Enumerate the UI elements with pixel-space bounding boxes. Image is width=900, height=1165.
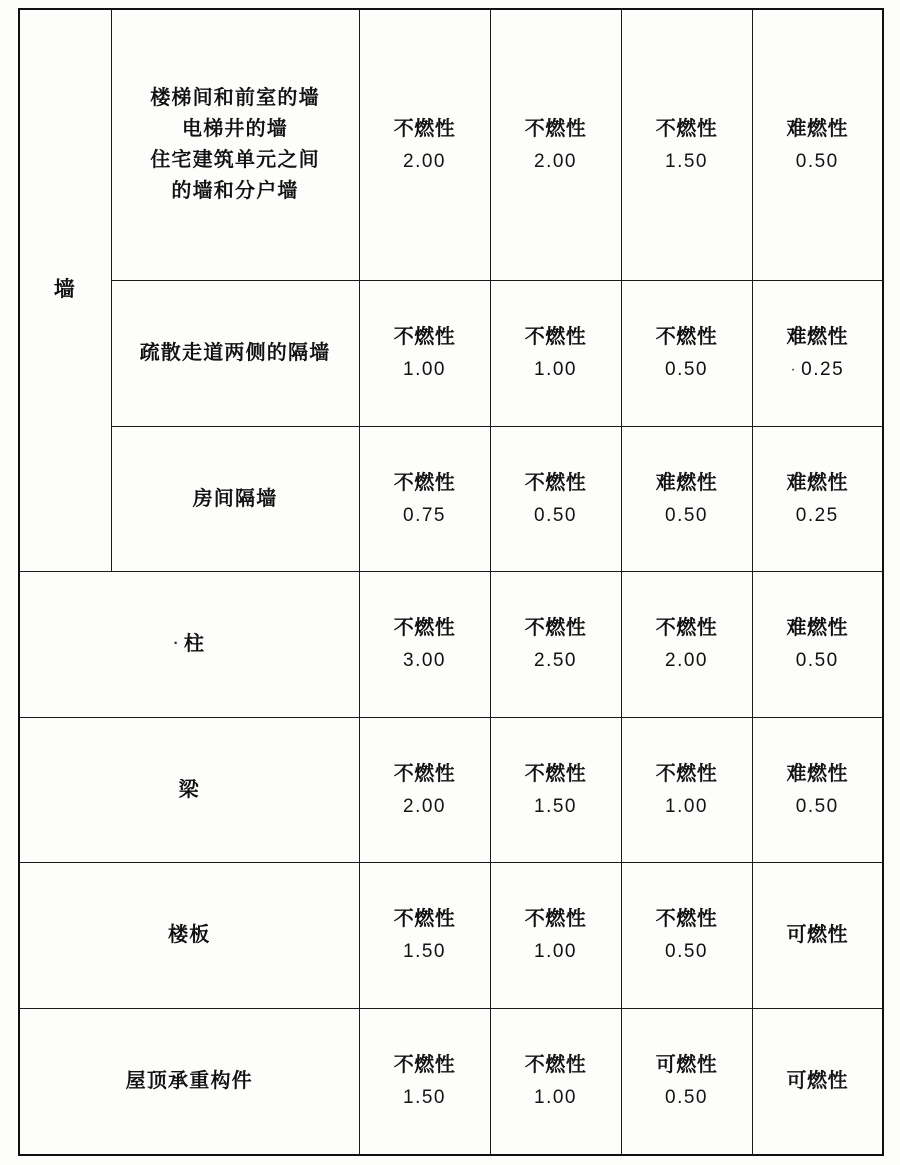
fire-resistance-hours: 0.50: [534, 504, 577, 526]
member-name: [111, 9, 359, 281]
hours-text: 0.25: [801, 359, 845, 381]
value-cell: [621, 281, 752, 427]
combustibility-grade: 可燃性: [655, 1054, 718, 1077]
combustibility-grade: 不燃性: [524, 471, 587, 494]
fire-resistance-hours: 1.00: [403, 359, 446, 381]
fire-resistance-hours: 1.00: [665, 795, 708, 817]
value-cell: [359, 717, 490, 863]
fire-resistance-table: [18, 8, 884, 1156]
member-name-line: 梁: [178, 778, 200, 801]
table-row: [19, 426, 883, 572]
combustibility-grade: 不燃性: [524, 617, 587, 640]
combustibility-grade: 可燃性: [786, 1069, 848, 1092]
combustibility-grade: 不燃性: [524, 326, 587, 349]
fire-resistance-hours: 0.50: [665, 941, 708, 963]
combustibility-grade: 难燃性: [655, 471, 718, 494]
fire-resistance-hours: 0.50: [795, 795, 839, 817]
value-cell: [359, 863, 490, 1009]
value-cell: [752, 1008, 883, 1155]
value-cell: [752, 572, 883, 718]
combustibility-grade: 不燃性: [524, 762, 587, 785]
combustibility-grade: 不燃性: [655, 117, 718, 140]
fire-resistance-hours: 0.50: [795, 650, 839, 672]
value-cell: [621, 717, 752, 863]
value-cell: [752, 717, 883, 863]
fire-resistance-hours: 1.00: [534, 1087, 577, 1109]
table-row: [19, 717, 883, 863]
combustibility-grade: 不燃性: [655, 908, 718, 931]
combustibility-grade: 可燃性: [786, 924, 848, 947]
value-cell: [490, 9, 621, 281]
value-cell: [359, 281, 490, 427]
value-cell: [621, 9, 752, 281]
fire-resistance-hours: 0.75: [403, 504, 446, 526]
value-cell: [490, 1008, 621, 1155]
value-cell: [621, 1008, 752, 1155]
fire-resistance-hours: 0.50: [665, 504, 708, 526]
value-cell: [752, 863, 883, 1009]
ink-dot-icon: ·: [173, 635, 180, 653]
member-name-line: 疏散走道两侧的隔墙: [139, 342, 331, 365]
ink-dot-icon: ·: [790, 361, 798, 379]
value-cell: [359, 426, 490, 572]
member-name: [111, 426, 359, 572]
value-cell: [359, 1008, 490, 1155]
fire-resistance-hours: 0.50: [795, 150, 839, 172]
combustibility-grade: 难燃性: [786, 117, 848, 140]
value-cell: [359, 9, 490, 281]
value-cell: [359, 572, 490, 718]
fire-resistance-hours: 2.00: [403, 150, 446, 172]
combustibility-grade: 难燃性: [786, 471, 848, 494]
combustibility-grade: 难燃性: [786, 326, 848, 349]
table-row: [19, 1008, 883, 1155]
member-name-line: 楼板: [168, 924, 211, 947]
value-cell: [752, 281, 883, 427]
member-name: [19, 863, 359, 1009]
member-name: [19, 1008, 359, 1155]
combustibility-grade: 不燃性: [655, 617, 718, 640]
combustibility-grade: 不燃性: [393, 471, 456, 494]
member-name-line: 柱: [183, 633, 206, 656]
combustibility-grade: 不燃性: [393, 1054, 456, 1077]
fire-resistance-hours: 2.00: [403, 795, 446, 817]
combustibility-grade: 不燃性: [524, 908, 587, 931]
combustibility-grade: 不燃性: [393, 117, 456, 140]
value-cell: [490, 281, 621, 427]
fire-resistance-hours: 1.50: [534, 795, 577, 817]
member-name-line: 房间隔墙: [192, 487, 278, 510]
combustibility-grade: 难燃性: [786, 617, 848, 640]
value-cell: [490, 572, 621, 718]
member-name-line: 住宅建筑单元之间: [150, 149, 320, 172]
fire-resistance-hours: 1.50: [665, 150, 708, 172]
value-cell: [752, 9, 883, 281]
fire-resistance-hours: 0.50: [665, 1087, 708, 1109]
combustibility-grade: 难燃性: [786, 762, 848, 785]
combustibility-grade: 不燃性: [655, 326, 718, 349]
fire-resistance-hours: 2.50: [534, 650, 577, 672]
value-cell: [621, 426, 752, 572]
table-row: [19, 572, 883, 718]
value-cell: [621, 572, 752, 718]
fire-resistance-hours: 0.25: [795, 504, 839, 526]
member-name: [111, 281, 359, 427]
fire-resistance-hours: 2.00: [665, 650, 708, 672]
combustibility-grade: 不燃性: [393, 617, 456, 640]
fire-resistance-hours: 1.50: [403, 941, 446, 963]
combustibility-grade: 不燃性: [393, 326, 456, 349]
member-name: [19, 572, 359, 718]
combustibility-grade: 不燃性: [393, 762, 456, 785]
fire-resistance-hours: [759, 355, 877, 384]
member-name-line: 电梯井的墙: [182, 118, 288, 141]
member-name-line: 屋顶承重构件: [125, 1069, 253, 1092]
fire-resistance-hours: 1.50: [403, 1087, 446, 1109]
table-row: [19, 9, 883, 281]
combustibility-grade: 不燃性: [393, 908, 456, 931]
fire-resistance-hours: 3.00: [403, 650, 446, 672]
member-name: [19, 717, 359, 863]
combustibility-grade: 不燃性: [655, 762, 718, 785]
value-cell: [752, 426, 883, 572]
value-cell: [490, 863, 621, 1009]
fire-resistance-hours: 2.00: [534, 150, 577, 172]
fire-resistance-hours: 1.00: [534, 941, 577, 963]
fire-resistance-hours: 0.50: [665, 359, 708, 381]
member-name-line: 楼梯间和前室的墙: [150, 87, 320, 110]
member-name-line: 的墙和分户墙: [171, 180, 299, 203]
table-row: [19, 863, 883, 1009]
value-cell: [621, 863, 752, 1009]
value-cell: [490, 717, 621, 863]
combustibility-grade: 不燃性: [524, 1054, 587, 1077]
fire-resistance-hours: 1.00: [534, 359, 577, 381]
value-cell: [490, 426, 621, 572]
table-row: [19, 281, 883, 427]
group-label-wall: 墙: [19, 9, 111, 572]
combustibility-grade: 不燃性: [524, 117, 587, 140]
